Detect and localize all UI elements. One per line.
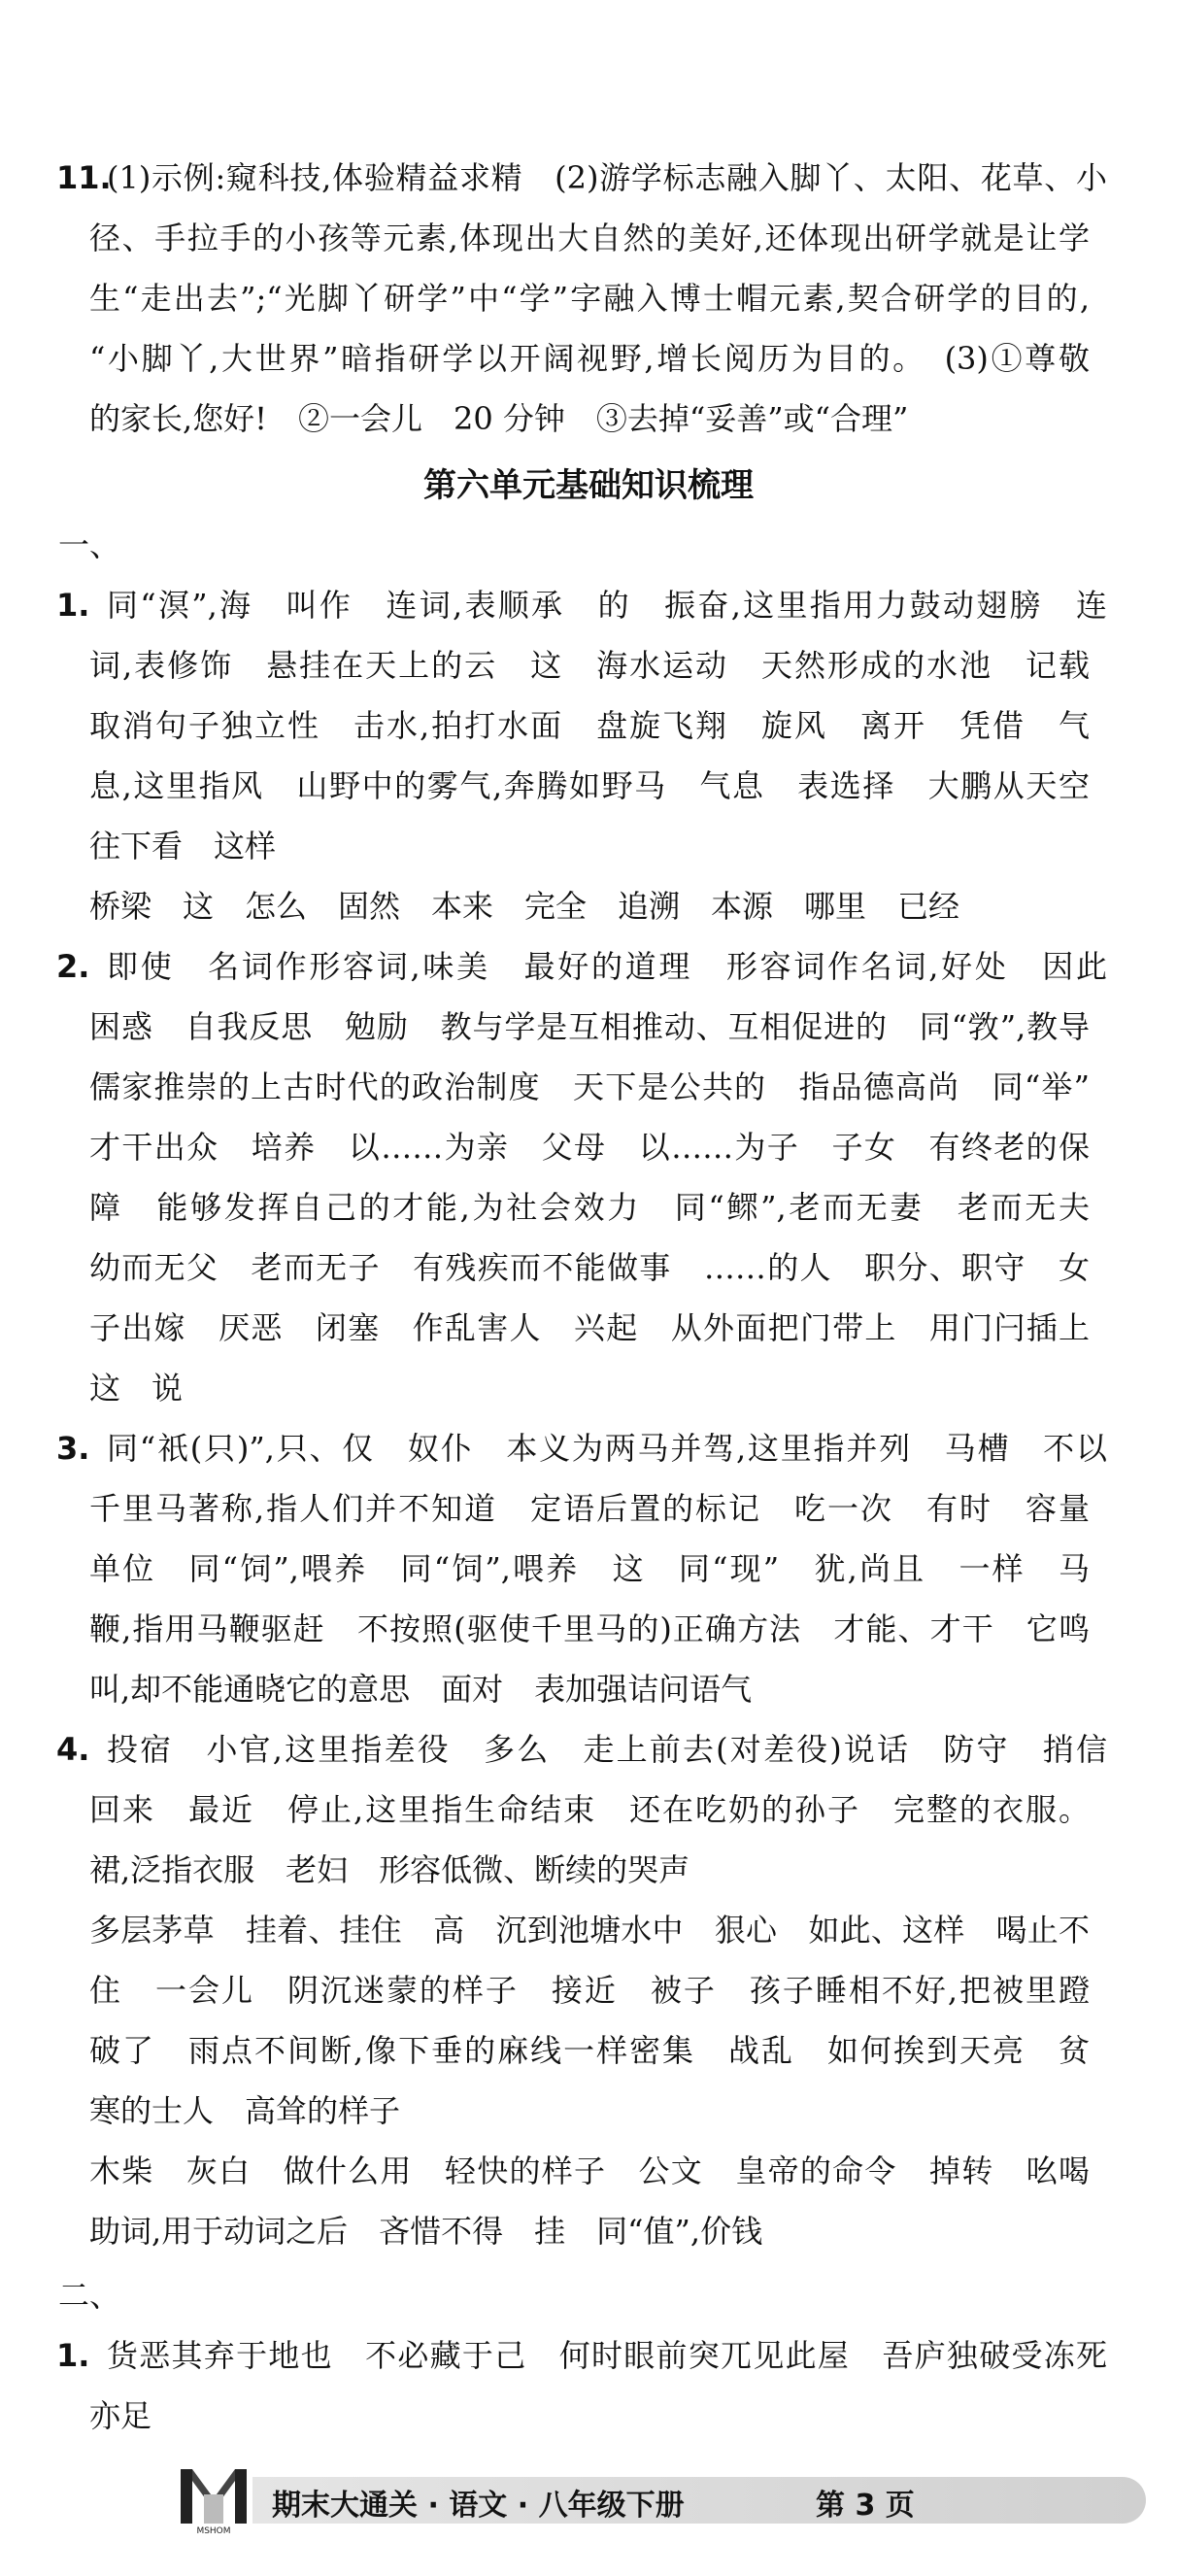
text-line: 困惑 自我反思 勉励 教与学是互相推动、互相促进的 同“敩”,教导 xyxy=(89,1008,1090,1045)
text-line: 的家长,您好! ②一会儿 20 分钟 ③去掉“妥善”或“合理” xyxy=(89,400,909,437)
question-number: 11. xyxy=(56,159,112,196)
page-footer xyxy=(175,2465,971,2535)
text-line: 木柴 灰白 做什么用 轻快的样子 公文 皇帝的命令 掉转 吆喝 xyxy=(89,2152,1090,2189)
text-line: 投宿 小官,这里指差役 多么 走上前去(对差役)说话 防守 捎信 xyxy=(107,1731,1107,1768)
section-title: 第六单元基础知识梳理 xyxy=(423,466,754,505)
text-line: “小脚丫,大世界”暗指研学以开阔视野,增长阅历为目的。 (3)①尊敬 xyxy=(89,340,1090,377)
text-line: 障 能够发挥自己的才能,为社会效力 同“鳏”,老而无妻 老而无夫 xyxy=(89,1189,1090,1226)
publisher-logo xyxy=(175,2465,252,2535)
text-line: 儒家推崇的上古时代的政治制度 天下是公共的 指品德高尚 同“举” xyxy=(89,1068,1090,1105)
text-line: 单位 同“饲”,喂养 同“饲”,喂养 这 同“现” 犹,尚且 一样 马 xyxy=(89,1550,1090,1587)
text-line: 桥梁 这 怎么 固然 本来 完全 追溯 本源 哪里 已经 xyxy=(89,888,960,925)
part-label: 二、 xyxy=(58,2277,121,2314)
text-line: 才干出众 培养 以……为亲 父母 以……为子 子女 有终老的保 xyxy=(89,1129,1090,1166)
text-line: 寒的士人 高耸的样子 xyxy=(89,2092,401,2129)
text-line: 往下看 这样 xyxy=(89,828,277,864)
item-number: 2. xyxy=(56,948,90,985)
text-line: 破了 雨点不间断,像下垂的麻线一样密集 战乱 如何挨到天亮 贫 xyxy=(89,2032,1090,2069)
item-number: 1. xyxy=(56,2337,90,2374)
text-line: 多层茅草 挂着、挂住 高 沉到池塘水中 狠心 如此、这样 喝止不 xyxy=(89,1912,1090,1949)
part-label: 一、 xyxy=(58,526,121,563)
text-line: 千里马著称,指人们并不知道 定语后置的标记 吃一次 有时 容量 xyxy=(89,1490,1090,1527)
text-line: (1)示例:窥科技,体验精益求精 (2)游学标志融入脚丫、太阳、花草、小 xyxy=(107,159,1107,196)
text-line: 词,表修饰 悬挂在天上的云 这 海水运动 天然形成的水池 记载 xyxy=(89,647,1090,684)
item-number: 3. xyxy=(56,1430,90,1467)
page-number: 第 3 页 xyxy=(816,2489,915,2523)
text-line: 住 一会儿 阴沉迷蒙的样子 接近 被子 孩子睡相不好,把被里蹬 xyxy=(89,1972,1090,2009)
text-line: 同“溟”,海 叫作 连词,表顺承 的 振奋,这里指用力鼓动翅膀 连 xyxy=(107,587,1107,624)
text-line: 息,这里指风 山野中的雾气,奔腾如野马 气息 表选择 大鹏从天空 xyxy=(89,767,1090,804)
text-line: 即使 名词作形容词,味美 最好的道理 形容词作名词,好处 因此 xyxy=(107,948,1107,985)
footer-title: 期末大通关 · 语文 · 八年级下册 xyxy=(272,2489,685,2523)
text-line: 取消句子独立性 击水,拍打水面 盘旋飞翔 旋风 离开 凭借 气 xyxy=(89,707,1090,744)
text-line: 回来 最近 停止,这里指生命结束 还在吃奶的孙子 完整的衣服。 xyxy=(89,1791,1090,1828)
text-line: 同“祇(只)”,只、仅 奴仆 本义为两马并驾,这里指并列 马槽 不以 xyxy=(107,1430,1107,1467)
text-line: 亦足 xyxy=(89,2397,152,2434)
text-line: 径、手拉手的小孩等元素,体现出大自然的美好,还体现出研学就是让学 xyxy=(89,220,1090,256)
text-line: 助词,用于动词之后 吝惜不得 挂 同“值”,价钱 xyxy=(89,2213,763,2250)
text-line: 鞭,指用马鞭驱赶 不按照(驱使千里马的)正确方法 才能、才干 它鸣 xyxy=(89,1610,1090,1647)
text-line: 幼而无父 老而无子 有残疾而不能做事 ……的人 职分、职守 女 xyxy=(89,1249,1090,1286)
text-line: 裙,泛指衣服 老妇 形容低微、断续的哭声 xyxy=(89,1851,690,1888)
text-line: 这 说 xyxy=(89,1370,184,1407)
item-number: 4. xyxy=(56,1731,90,1768)
item-number: 1. xyxy=(56,587,90,624)
text-line: 子出嫁 厌恶 闭塞 作乱害人 兴起 从外面把门带上 用门闩插上 xyxy=(89,1309,1090,1346)
logo-text: MSHOM xyxy=(196,2526,231,2535)
text-line: 货恶其弃于地也 不必藏于己 何时眼前突兀见此屋 吾庐独破受冻死 xyxy=(107,2337,1107,2374)
text-line: 叫,却不能通晓它的意思 面对 表加强诘问语气 xyxy=(89,1671,753,1708)
text-line: 生“走出去”;“光脚丫研学”中“学”字融入博士帽元素,契合研学的目的, xyxy=(89,280,1090,317)
